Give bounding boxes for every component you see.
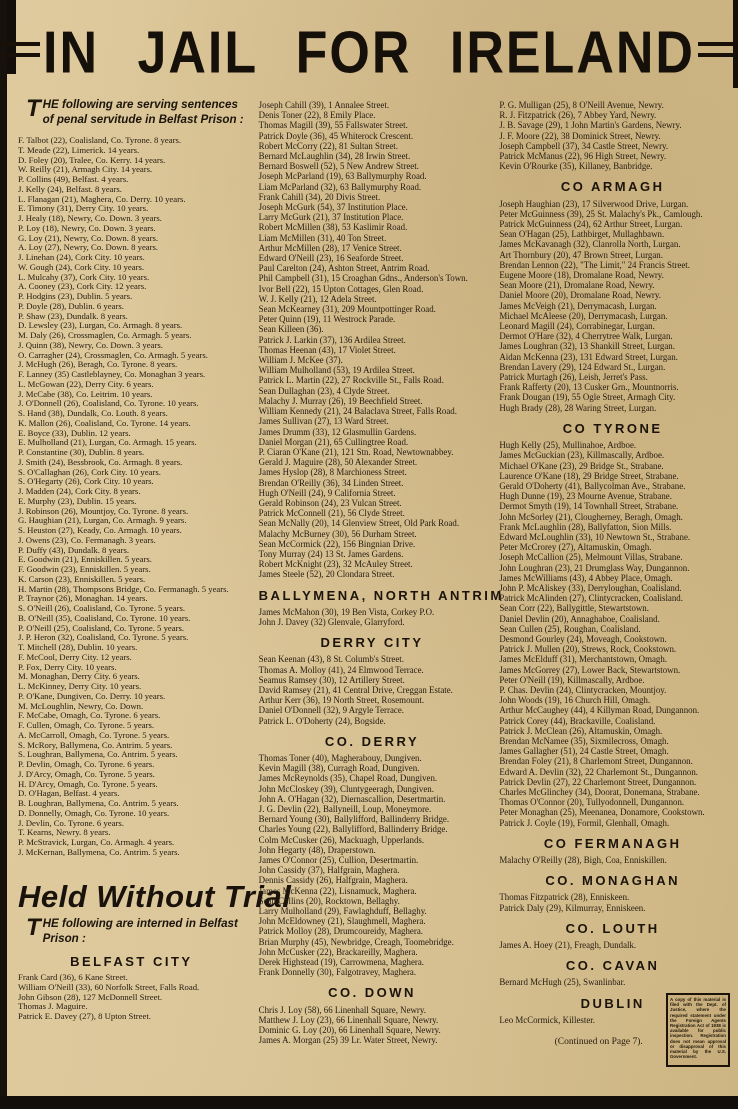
section-heading-co-monaghan: CO. MONAGHAN (545, 873, 681, 889)
prisoner-entry: Joseph Campbell (37), 34 Castle Street, Newry. (499, 140, 669, 151)
prisoner-entry: L. Mulcahy (37), Cork City. 10 years. (18, 271, 150, 282)
prisoner-list (259, 1005, 486, 1046)
section-heading-co-tyrone: CO TYRONE (562, 420, 663, 436)
prisoner-entry: K. Carson (23), Enniskillen. 5 years. (18, 573, 146, 584)
prisoner-entry: Patrick McManus (22), 96 High Street, Newry. (499, 151, 667, 162)
prisoner-entry: Sean O'Hagan (25), Lathbirget, Mullaghbawn. (499, 229, 665, 240)
prisoner-entry: G. Haughian (21), Lurgan, Co. Armagh. 9 years. (18, 515, 187, 526)
prisoner-entry: K. Mallon (26), Coalisland, Co. Tyrone. 14 years. (18, 417, 191, 428)
prisoner-list (499, 855, 726, 865)
prisoner-entry: Edward A. Devlin (32), 22 Charlemont St., Dungannon. (499, 766, 699, 777)
prisoner-entry: Patrick J. McClean (26), Altamuskin, Omagh. (499, 725, 663, 736)
prisoner-entry: A. Cooney (23), Cork City. 12 years. (18, 281, 147, 292)
prisoner-entry: Tony Murray (24) 13 St. James Gardens. (258, 548, 404, 559)
prisoner-entry: William J. McKee (37). (258, 355, 343, 366)
prisoner-entry: O. Carragher (24), Crossmaglen, Co. Armagh. 5 years. (18, 349, 208, 360)
prisoner-entry: Derek Highstead (19), Carrowmena, Maghera. (258, 957, 425, 968)
prisoner-entry: J. McHugh (26), Beragh, Co. Tyrone. 8 years. (18, 359, 178, 370)
prisoner-entry: J. G. Devlin (22), Ballyneill, Loup, Moneymore. (258, 804, 432, 814)
prisoner-entry: Peter McCrorey (27), Altamuskin, Omagh. (499, 542, 652, 553)
section-heading-co-louth: CO. LOUTH (565, 920, 660, 936)
prisoner-entry: Hugh Dunne (19), 23 Mourne Avenue, Strabane. (499, 491, 672, 502)
prisoner-entry: Frank Rafferty (20), 13 Cusker Grn., Mountnorris. (499, 382, 679, 393)
prisoner-entry: Peter O'Neill (19), Killmascally, Ardboe. (499, 674, 645, 685)
prisoner-entry: Sean Corr (22), Ballygittle, Stewartstown. (499, 603, 649, 614)
prisoner-entry: Edward O'Neill (23), 16 Seaforde Street. (258, 253, 404, 264)
prisoner-list (499, 440, 726, 828)
prisoner-entry: H. D'Arcy, Omagh, Co. Tyrone. 5 years. (18, 778, 158, 789)
prisoner-entry: S. Hand (38), Dundalk, Co. Louth. 8 years. (18, 408, 168, 418)
prisoner-entry: Patrick McAlinden (27), Clintycracken, Coalisland. (499, 593, 683, 604)
prisoner-entry: Sean Collins (20), Rocktown, Bellaghy. (258, 895, 400, 906)
prisoner-entry: Sean Cullen (25), Roughan, Coalisland. (499, 623, 641, 634)
prisoner-entry: T. Meade (22), Limerick. 14 years. (18, 144, 140, 155)
prisoner-entry: James McGorrey (27), Lower Back, Stewartstown. (499, 664, 681, 675)
prisoner-entry: J. Healy (18), Newry, Co. Down. 3 years. (18, 213, 162, 223)
prisoner-entry: Gerald J. Maguire (28), 50 Alexander Street. (258, 457, 418, 468)
column-middle (258, 96, 504, 1053)
prisoner-entry: J. Madden (24), Cork City. 8 years. (18, 486, 141, 496)
prisoner-entry: Aidan McKenna (23), 131 Edward Street, Lurgan. (499, 351, 678, 362)
prisoner-entry: William O'Neill (33), 60 Norfolk Street, Falls Road. (18, 981, 200, 992)
prisoner-entry: Sean Moore (21), Dromalane Road, Newry. (499, 280, 655, 291)
prisoner-entry: Patrick Corey (44), Brackaville, Coalisland. (499, 715, 656, 726)
prisoner-entry: John McCusker (22), Brackareilly, Maghera. (258, 946, 418, 957)
prisoner-entry: H. Martin (28), Thompsons Bridge, Co. Fermanagh. 5 years. (18, 583, 229, 594)
prisoner-entry: D. Lewsley (23), Lurgan, Co. Armagh. 8 years. (18, 320, 183, 331)
prisoner-entry: Charles McGlinchey (34), Doorat, Donemana, Strabane. (499, 787, 700, 797)
prisoner-entry: Frank Cahill (34), 20 Divis Street. (258, 191, 381, 202)
prisoner-entry: James McWilliams (43), 4 Abbey Place, Omagh. (499, 572, 673, 583)
prisoner-entry: Michael McAleese (20), Derrymacash, Lurgan. (499, 310, 668, 321)
prisoner-entry: J. Devlin, Co. Tyrone. 6 years. (18, 817, 124, 828)
prisoner-entry: Brendan McNamee (35), Sixmilecross, Omagh. (499, 735, 669, 746)
prisoner-entry: Brendan Lavery (29), 124 Edward St., Lurgan. (499, 361, 666, 372)
prisoner-entry: John Gibson (28), 127 McDonnell Street. (18, 991, 163, 1002)
prisoner-list (259, 654, 486, 725)
prisoner-entry: William Mulholland (53), 19 Ardilea Street. (258, 365, 415, 376)
prisoner-entry: Daniel Morgan (21), 65 Cullingtree Road. (258, 436, 409, 447)
prisoner-entry: Patrick McGuinness (24), 62 Arthur Street, Lurgan. (499, 219, 683, 230)
prisoner-entry: Robert McCorry (22), 81 Sultan Street. (258, 140, 398, 151)
prisoner-entry: M. Monaghan, Derry City. 6 years. (18, 671, 140, 682)
masthead (0, 6, 738, 92)
prisoner-entry: Larry McGurk (21), 37 Institution Place. (258, 212, 404, 223)
prisoner-list (259, 753, 486, 977)
prisoner-entry: Daniel Devlin (20), Annaghaboe, Coalisland. (499, 613, 660, 624)
prisoner-entry: T. Kearns, Newry. 8 years. (18, 827, 111, 838)
prisoner-entry: P. G. Mulligan (25), 8 O'Neill Avenue, Newry. (499, 100, 664, 110)
prisoner-entry: J. P. Heron (32), Coalisland, Co. Tyrone. 5 years. (18, 632, 189, 643)
prisoner-entry: James O'Connor (25), Cullion, Desertmartin. (258, 855, 419, 866)
prisoner-entry: S. Heuston (27), Keady, Co. Armagh. 10 years. (18, 525, 182, 535)
prisoner-entry: R. J. Fitzpatrick (26), 7 Abbey Yard, Newry. (499, 110, 657, 121)
prisoner-entry: F. Cullen, Omagh, Co. Tyrone. 5 years. (18, 720, 155, 730)
prisoner-entry: Sean McKearney (31), 209 Mountpottinger Road. (258, 304, 436, 315)
prisoner-entry: Art Thornbury (20), 47 Brown Street, Lurgan. (499, 249, 663, 260)
prisoner-entry: P. Constantine (30), Dublin. 8 years. (18, 447, 145, 457)
prisoner-list (499, 940, 726, 950)
prisoner-entry: James Loughran (32), 13 Shankill Street, Lurgan. (499, 341, 675, 352)
prisoner-entry: Kevin O'Rourke (35), Killaney, Banbridge. (499, 161, 653, 172)
prisoner-entry: Sean Keenan (43), 8 St. Columb's Street. (258, 654, 404, 665)
prisoner-entry: Patrick E. Davey (27), 8 Upton Street. (18, 1011, 151, 1021)
prisoner-entry: Patrick Murtagh (26), Leish, Jerret's Pass. (499, 372, 648, 383)
prisoner-entry: F. Lanney (35) Castleblayney, Co. Monaghan 3 years. (18, 369, 206, 379)
prisoner-entry: James McGuckian (23), Killmascally, Ardboe. (499, 450, 665, 461)
prisoner-entry: Malachy J. Murray (26), 19 Beechfield Street. (258, 395, 423, 406)
prisoner-entry: Frank McLaughlin (28), Ballyfatton, Sion Mills. (499, 521, 672, 532)
prisoner-entry: J. Linehan (24), Cork City. 10 years. (18, 252, 145, 262)
prisoner-entry: Peter Monaghan (25), Meenanea, Donamore, Cookstown. (499, 807, 705, 818)
prisoner-entry: Patrick Daly (29), Kilmurray, Enniskeen. (499, 902, 646, 913)
prisoner-entry: M. McLoughlin, Newry, Co. Down. (18, 700, 144, 711)
prisoner-entry: John McCloskey (39), Cluntygeeragh, Dungiven. (258, 783, 434, 794)
prisoner-entry: P. Loy (18), Newry, Co. Down. 3 years. (18, 222, 156, 233)
prisoner-entry: Arthur McCaughey (44), 4 Killyman Road, Dungannon. (499, 705, 700, 716)
prisoner-entry: Gerald Robinson (24), 23 Vulcan Street. (258, 497, 402, 508)
prisoner-entry: P. Chas. Devlin (24), Clintycracken, Mountjoy. (499, 684, 667, 695)
prisoner-entry: W. Reilly (21), Armagh City. 14 years. (18, 164, 153, 175)
prisoner-entry: Colm McCusker (26), Mackuagh, Upperlands. (258, 834, 425, 845)
prisoner-entry: W. Gough (24), Cork City. 10 years. (18, 261, 145, 272)
prisoner-entry: J. D'Arcy, Omagh, Co. Tyrone. 5 years. (18, 768, 155, 779)
prisoner-list (259, 607, 486, 627)
prisoner-entry: James Gallagher (51), 24 Castle Street, Omagh. (499, 746, 669, 757)
prisoner-entry: Liam McMillen (31), 40 Ton Street. (258, 232, 387, 243)
prisoner-entry: Sean McNally (20), 14 Glenview Street, Old Park Road. (258, 518, 460, 529)
section-heading-co-fermanagh: CO FERMANAGH (543, 835, 682, 851)
prisoner-entry: Malachy O'Reilly (28), Bigh, Coa, Enniskillen. (499, 855, 667, 866)
prisoner-entry: Patrick L. Martin (22), 27 Rockville St., Falls Road. (258, 375, 444, 386)
prisoner-entry: J. Robinson (26), Mountjoy, Co. Tyrone. 8 years. (18, 505, 189, 516)
prisoner-entry: Larry Mulholland (29), Fawlaghduff, Bellaghy. (258, 906, 427, 917)
prisoner-entry: Gerald O'Doherty (41), Ballycolman Ave., Strabane. (499, 480, 686, 491)
section-heading-co-derry: CO. DERRY (324, 733, 420, 749)
prisoner-list (499, 892, 726, 912)
prisoner-entry: Paul Carelton (24), Ashton Street, Antrim Road. (258, 263, 430, 274)
prisoner-entry: Malachy McBurney (30), 56 Durham Street. (258, 528, 417, 539)
prisoner-entry: W. J. Kelly (21), 12 Adela Street. (258, 293, 377, 304)
prisoner-entry: Michael O'Kane (23), 29 Bridge St., Strabane. (499, 460, 664, 471)
masthead-rule-left (4, 42, 40, 57)
prisoner-entry: Denis Toner (22), 8 Emily Place. (258, 110, 376, 121)
section-heading-belfast-city: BELFAST CITY (70, 954, 193, 970)
intro-paragraph: THE following are serving sentences of penal servitude in Belfast Prison : (26, 95, 244, 126)
section-heading-dublin: DUBLIN (580, 995, 645, 1011)
prisoner-entry: John J. Davey (32) Glenvale, Glarryford. (258, 616, 405, 627)
prisoner-entry: Patrick J. Coyle (19), Formil, Glenhall, Omagh. (499, 817, 670, 828)
prisoner-entry: E. Timony (31), Derry City. 10 years. (18, 203, 149, 214)
prisoner-entry: Kevin Magill (38), Curragh Road, Dungiven. (258, 763, 420, 774)
prisoner-entry: S. McRory, Ballymena, Co. Antrim. 5 years. (18, 739, 173, 750)
prisoner-entry: James McKenna (22), Lisnamuck, Maghera. (258, 885, 417, 896)
prisoner-entry: J. McCabe (38), Co. Leitrim. 10 years. (18, 388, 153, 399)
prisoner-entry: Chris J. Loy (58), 66 Linenhall Square, Newry. (258, 1004, 426, 1015)
prisoner-entry: J. O'Donnell (26), Coalisland, Co. Tyrone. 10 years. (18, 398, 199, 409)
prisoner-entry: D. O'Hagan, Belfast. 4 years. (18, 788, 120, 799)
prisoner-entry: S. O'Hegarty (26), Cork City. 10 years. (18, 476, 154, 487)
prisoner-entry: S. O'Callaghan (26), Cork City. 10 years. (18, 466, 161, 477)
prisoner-entry: A. McCarroll, Omagh, Co. Tyrone. 5 years. (18, 729, 170, 740)
prisoner-entry: Brendan O'Reilly (36), 34 Linden Street. (258, 477, 404, 488)
prisoner-entry: J. Smith (24), Bessbrook, Co. Armagh. 8 years. (18, 456, 183, 467)
prisoner-entry: James McMahon (30), 19 Ben Vista, Corkey P.O. (258, 606, 435, 617)
prisoner-entry: E. Boyce (33), Dublin. 12 years. (18, 427, 131, 438)
prisoner-entry: Joseph Haughian (23), 17 Silverwood Drive, Lurgan. (499, 198, 689, 209)
prisoner-entry: Bernard Young (30), Ballylifford, Ballinderry Bridge. (258, 814, 450, 825)
prisoner-list (499, 100, 726, 171)
masthead-rule-right (698, 42, 738, 57)
prisoner-entry: Laurence O'Kane (18), 29 Bridge Street, Strabane. (499, 470, 679, 481)
prisoner-entry: Edward McLoughlin (33), 10 Newtown St., Strabane. (499, 531, 691, 542)
prisoner-entry: F. McCabe, Omagh, Co. Tyrone. 6 years. (18, 710, 161, 721)
prisoner-entry: F. Talbot (22), Coalisland, Co. Tyrone. 8 years. (18, 135, 182, 145)
prisoner-entry: P. Hodgins (23), Dublin. 5 years. (18, 291, 133, 301)
prisoner-entry: B. O'Neill (35), Coalisland, Co. Tyrone. 10 years. (18, 612, 191, 623)
prisoner-entry: P. Fox, Derry City. 10 years. (18, 661, 117, 672)
prisoner-entry: Patrick Molloy (28), Drumcoureidy, Maghera. (258, 926, 423, 937)
prisoner-entry: J. McKernan, Ballymena, Co. Antrim. 5 years. (18, 846, 180, 857)
prisoner-entry: Desmond Gourley (24), Moveagh, Cookstown. (499, 633, 667, 644)
scan-edge-bottom (0, 1096, 738, 1109)
prisoner-entry: Patrick L. O'Doherty (24), Bogside. (258, 715, 386, 726)
prisoner-list (259, 100, 486, 580)
prisoner-entry: Phil Campbell (31), 15 Croaghan Gdns., Anderson's Town. (258, 273, 468, 284)
page-title: IN JAIL FOR IRELAND (43, 20, 695, 87)
scan-edge-left (0, 0, 7, 1109)
prisoner-entry: Peter Quinn (19), 11 Westrock Parade. (258, 314, 396, 325)
prisoner-entry: Arthur Kerr (36), 19 North Street, Rosemount. (258, 695, 425, 706)
prisoner-entry: John Hegarty (48), Draperstown. (258, 844, 376, 855)
prisoner-entry: Thomas A. Molloy (41), 24 Elmwood Terrace. (258, 664, 424, 675)
prisoner-entry: Bernard Boswell (52), 5 New Andrew Street. (258, 161, 419, 172)
prisoner-entry: Patrick McConnell (21), 56 Clyde Street. (258, 508, 405, 519)
prisoner-entry: James A. Morgan (25) 39 Lr. Water Street, Newry. (258, 1035, 438, 1046)
prisoner-entry: Dennis Cassidy (26), Halfgrain, Maghera. (258, 875, 408, 886)
drop-cap: T (26, 914, 41, 942)
prisoner-entry: L. Flanagan (21), Maghera, Co. Derry. 10 years. (18, 193, 186, 204)
section-heading-ballymena-north-antrim: BALLYMENA, NORTH ANTRIM (258, 587, 504, 603)
prisoner-entry: Bernard McHugh (25), Swanlinbar. (499, 977, 626, 988)
prisoner-entry: Frank Donnelly (30), Falgotravey, Maghera. (258, 967, 417, 978)
prisoner-entry: Joseph McParland (19), 63 Ballymurphy Road. (258, 171, 427, 182)
prisoner-entry: John Cassidy (37), Halfgrain, Maghera. (258, 865, 400, 876)
prisoner-entry: Brendan Foley (21), 8 Charlemont Street, Dungannon. (499, 756, 693, 767)
prisoner-entry: S. O'Neill (26), Coalisland, Co. Tyrone. 5 years. (18, 603, 186, 613)
prisoner-entry: John P. McAliskey (33), Derryloughan, Coalisland. (499, 582, 682, 593)
prisoner-entry: Joseph Cahill (39), 1 Annalee Street. (258, 100, 390, 110)
prisoner-entry: William Kennedy (21), 24 Balaclava Street, Falls Road. (258, 406, 457, 417)
prisoner-entry: Daniel O'Donnell (32), 9 Argyle Terrace. (258, 705, 404, 716)
prisoner-entry: Bernard McLaughlin (34), 28 Irwin Street. (258, 151, 411, 162)
prisoner-entry: John McSorley (21), Clougherney, Beragh, Omagh. (499, 511, 683, 522)
prisoner-entry: Hugh Kelly (25), Mullinahoe, Ardboe. (499, 440, 637, 451)
prisoner-entry: P. Collins (49), Belfast. 4 years. (18, 174, 129, 184)
prisoner-entry: S. Loughran, Ballymena, Co. Antrim. 5 years. (18, 749, 178, 760)
prisoner-entry: Ivor Bell (22), 15 Upton Cottages, Glen Road. (258, 283, 424, 294)
prisoner-entry: James A. Hoey (21), Freagh, Dundalk. (499, 940, 637, 951)
prisoner-entry: P. Doyle (28), Dublin. 6 years. (18, 300, 124, 311)
prisoner-entry: James Sullivan (27), 13 Ward Street. (258, 416, 389, 427)
prisoner-entry: E. Murphy (23), Dublin. 15 years. (18, 495, 137, 506)
prisoner-entry: James McReynolds (35), Chapel Road, Dungiven. (258, 773, 438, 784)
prisoner-entry: Robert McKnight (23), 32 McAuley Street. (258, 559, 413, 570)
prisoner-entry: Daniel Moore (20), Dromalane Road, Newry. (499, 290, 661, 301)
prisoner-entry: Liam McParland (32), 63 Ballymurphy Road. (258, 181, 422, 192)
prisoner-entry: L. McGowan (22), Derry City. 6 years. (18, 378, 154, 389)
prisoner-entry: James Hyslop (28), 8 Marchioness Street. (258, 467, 407, 478)
prisoner-entry: T. Mitchell (28), Dublin. 10 years. (18, 642, 138, 652)
prisoner-entry: E. Mulholland (21), Lurgan, Co. Armagh. 15 years. (18, 437, 197, 448)
prisoner-entry: E. Goodwin (21), Enniskillen. 5 years. (18, 554, 152, 565)
prisoner-list (18, 136, 245, 858)
prisoner-entry: Thomas J. Maguire. (18, 1001, 88, 1012)
prisoner-entry: J. F. Moore (22), 38 Dominick Street, Newry. (499, 130, 661, 141)
section-heading-co-armagh: CO ARMAGH (560, 179, 665, 195)
prisoner-entry: G. Loy (21), Newry, Co. Down. 8 years. (18, 232, 159, 243)
prisoner-entry: John Woods (19), 16 Church Hill, Omagh. (499, 695, 651, 706)
prisoner-entry: L. McKinney, Derry City. 10 years. (18, 681, 142, 691)
intro-paragraph: THE following are interned in Belfast Prison : (26, 914, 238, 945)
prisoner-entry: Thomas Magill (39), 55 Fallswater Street. (258, 120, 408, 131)
prisoner-entry: P. O'Neill (25), Coalisland, Co. Tyrone. 5 years. (18, 622, 185, 633)
prisoner-entry: Arthur McMillen (28), 17 Venice Street. (258, 242, 402, 253)
prisoner-entry: James McElduff (31), Merchantstown, Omagh. (499, 654, 668, 665)
prisoner-list (18, 973, 245, 1022)
fara-notice: A copy of this material is filed with the Dept. of Justice, where the required statement under the Foreign Agents Registration Act of 1938 is available for public inspection. Registration does not mean approval or disapproval of this material by the U.S. Government. (666, 993, 730, 1067)
prisoner-entry: Eugene Moore (18), Dromalane Road, Newry. (499, 270, 664, 281)
prisoner-entry: Joseph McGurk (54), 37 Institution Place. (258, 202, 408, 213)
prisoner-entry: P. O'Kane, Dungiven, Co. Derry. 10 years. (18, 690, 166, 701)
prisoner-entry: Thomas Fitzpatrick (28), Enniskeen. (499, 892, 630, 903)
prisoner-entry: Matthew J. Loy (23), 66 Linenhall Square, Newry. (258, 1014, 439, 1025)
prisoner-entry: James McVeigh (21), Derrymacash, Lurgan. (499, 300, 657, 311)
section-heading-co-cavan: CO. CAVAN (565, 958, 660, 974)
prisoner-entry: Leo McCormick, Killester. (499, 1014, 595, 1025)
section-heading-derry-city: DERRY CITY (320, 635, 424, 651)
prisoner-entry: Thomas Toner (40), Magherabouy, Dungiven. (258, 752, 422, 763)
prisoner-entry: Dermot Smyth (19), 14 Townhall Street, Strabane. (499, 501, 679, 512)
prisoner-entry: Dermot O'Hare (32), 4 Cherrytree Walk, Lurgan. (499, 331, 673, 342)
column-right (499, 96, 726, 1053)
prisoner-entry: D. Foley (20), Tralee, Co. Kerry. 14 years. (18, 154, 166, 165)
held-without-trial-heading: Held Without Trial (18, 878, 292, 914)
prisoner-entry: John Loughran (23), 21 Drumglass Way, Dungannon. (499, 562, 690, 573)
prisoner-entry: Hugh O'Neill (24), 9 California Street. (258, 487, 396, 498)
prisoner-entry: John A. O'Hagan (32), Diernascallion, Desertmartin. (258, 793, 446, 804)
prisoner-entry: Sean Killeen (36). (258, 324, 324, 335)
article-columns (14, 96, 726, 1053)
prisoner-entry: Dominic G. Loy (20), 66 Linenhall Square, Newry. (258, 1025, 441, 1036)
prisoner-entry: James Drumm (33), 12 Glasmullin Gardens. (258, 426, 417, 437)
prisoner-entry: Seamus Ramsey (30), 12 Artillery Street. (258, 674, 405, 685)
continued-note: (Continued on Page 7). (554, 1037, 643, 1048)
prisoner-entry: P. Devlin, Omagh, Co. Tyrone. 6 years. (18, 759, 155, 769)
prisoner-entry: Sean McCormick (22), 156 Bingnian Drive. (258, 538, 416, 549)
prisoner-entry: J. Kelly (24), Belfast. 8 years. (18, 183, 122, 194)
prisoner-entry: Patrick Doyle (36), 45 Whiterock Crescent. (258, 130, 414, 141)
prisoner-entry: P. Traynor (26), Monaghan. 14 years. (18, 593, 148, 604)
prisoner-entry: Leonard Magill (24), Corrabinegar, Lurgan. (499, 321, 655, 332)
prisoner-entry: Peter McGuinness (39), 25 St. Malachy's Pk., Camlough. (499, 208, 703, 219)
prisoner-entry: David Ramsey (21), 41 Central Drive, Creggan Estate. (258, 684, 453, 695)
prisoner-entry: Joseph McCallion (25), Melmount Villas, Strabane. (499, 552, 683, 563)
prisoner-entry: James McKavanagh (32), Clanrolla North, Lurgan. (499, 239, 681, 250)
prisoner-entry: M. Daly (26), Crossmaglen, Co. Armagh. 5 years. (18, 330, 192, 340)
prisoner-entry: Charles Young (22), Ballylifford, Ballinderry Bridge. (258, 824, 448, 835)
prisoner-entry: Brian Murphy (45), Newbridge, Creagh, Toomebridge. (258, 936, 454, 947)
prisoner-entry: J. Owens (23), Co. Fermanagh. 3 years. (18, 534, 156, 545)
prisoner-entry: Hugh Brady (28), 28 Waring Street, Lurgan. (499, 402, 657, 413)
prisoner-entry: J. B. Savage (29), 1 John Martin's Gardens, Newry. (499, 120, 682, 131)
prisoner-entry: Patrick J. Mullen (20), Strews, Rock, Cookstown. (499, 644, 677, 655)
prisoner-entry: F. McCool, Derry City. 12 years. (18, 651, 132, 662)
prisoner-entry: John McEldowney (21), Slaughmell, Maghera. (258, 916, 426, 927)
section-heading-co-down: CO. DOWN (328, 985, 416, 1001)
prisoner-entry: D. Donnelly, Omagh, Co. Tyrone. 10 years. (18, 807, 170, 818)
prisoner-entry: P. Shaw (23), Dundalk. 8 years. (18, 310, 128, 321)
prisoner-entry: P. Duffy (43), Dundalk. 8 years. (18, 544, 130, 555)
prisoner-entry: Thomas Heenan (43), 17 Violet Street. (258, 344, 396, 355)
prisoner-entry: Frank Card (36), 6 Kane Street. (18, 972, 128, 982)
drop-cap: T (26, 95, 41, 122)
prisoner-entry: Sean Dullaghan (23), 4 Clyde Street. (258, 385, 390, 396)
prisoner-entry: J. Quinn (38), Newry, Co. Down. 3 years. (18, 339, 163, 350)
prisoner-entry: F. Goodwin (23), Enniskillen. 5 years. (18, 564, 151, 574)
prisoner-entry: P. McStravick, Lurgan, Co. Armagh. 4 years. (18, 837, 175, 847)
prisoner-list (499, 199, 726, 413)
prisoner-entry: Brendan Lennon (22), "The Limit," 24 Francis Street. (499, 259, 690, 270)
prisoner-entry: Patrick J. Larkin (37), 136 Ardilea Street. (258, 334, 406, 345)
prisoner-entry: Frank Dougan (19), 55 Ogle Street, Armagh City. (499, 392, 676, 403)
prisoner-entry: A. Loy (27), Newry, Co. Down. 8 years. (18, 242, 159, 253)
prisoner-list (499, 977, 726, 987)
prisoner-entry: Robert McMillen (38), 53 Kaslimir Road. (258, 222, 408, 233)
prisoner-entry: B. Loughran, Ballymena, Co. Antrim. 5 years. (18, 798, 179, 808)
prisoner-entry: P. Ciaran O'Kane (21), 121 Stn. Road, Newtownabbey. (258, 446, 454, 457)
prisoner-entry: Patrick Devlin (27), 22 Charlemont Street, Dungannon. (499, 776, 697, 787)
prisoner-entry: James Steele (52), 20 Clondara Street. (258, 569, 395, 580)
prisoner-entry: Thomas O'Connor (20), Tullyodonnell, Dungannon. (499, 797, 685, 808)
